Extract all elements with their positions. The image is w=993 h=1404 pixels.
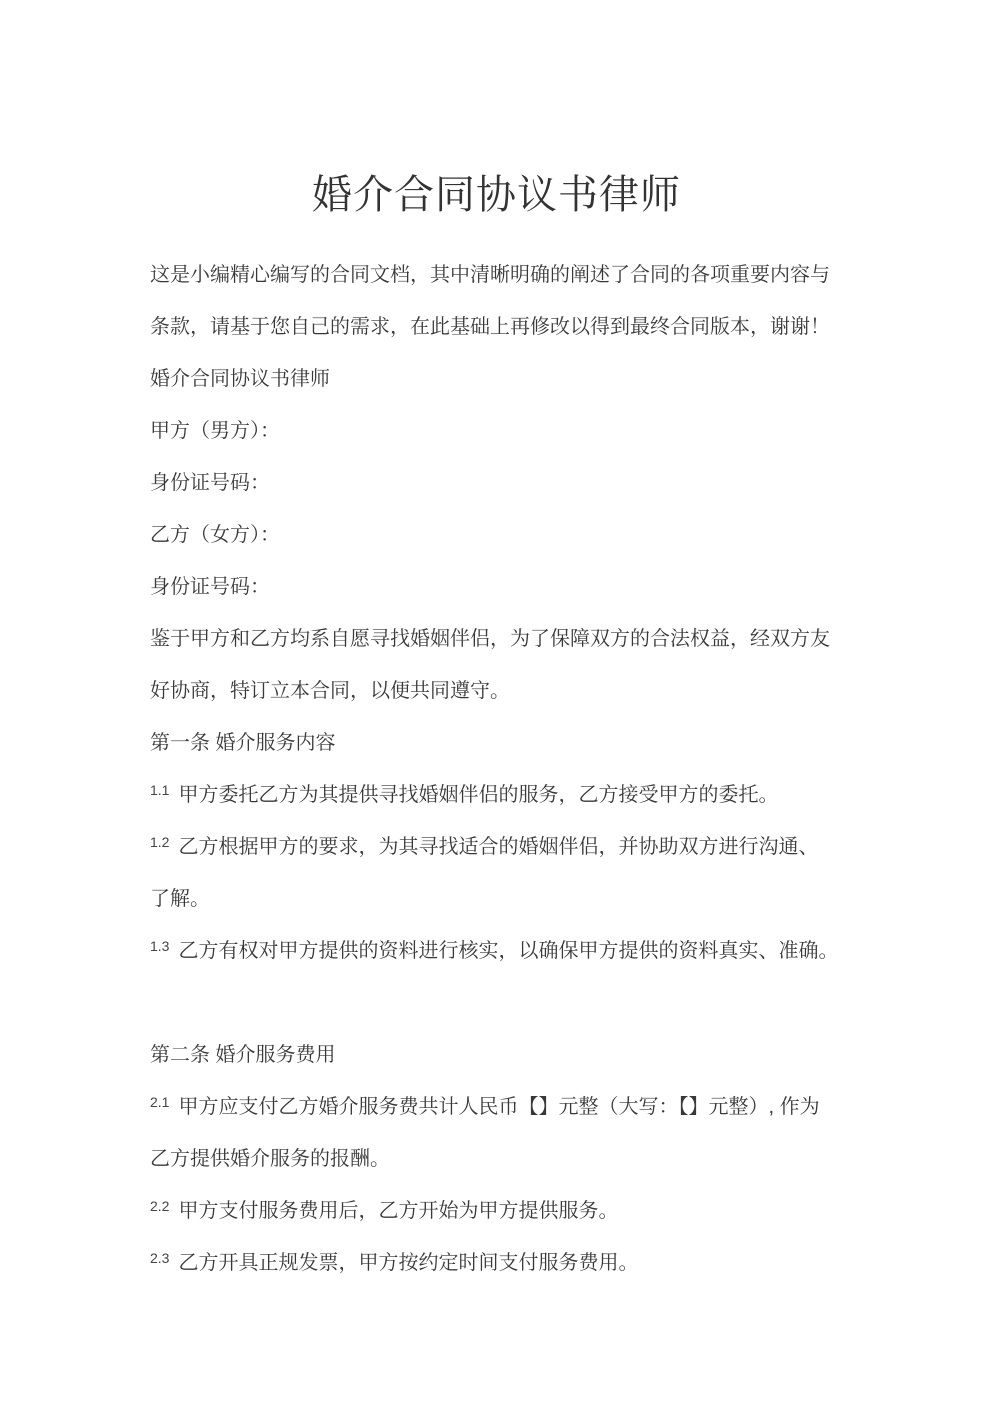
id-number-line (150, 561, 953, 613)
clause-continuation-line (150, 1133, 953, 1185)
preamble-line (150, 665, 953, 717)
line-text: 甲方（男方）： (150, 420, 280, 442)
line-text: 乙方（女方）： (150, 524, 280, 546)
clause-line (150, 1237, 953, 1289)
article-2-heading (150, 1029, 953, 1081)
line-text: 乙方根据甲方的要求，为其寻找适合的婚姻伴侣，并协助双方进行沟通、 (178, 836, 819, 858)
clause-line (150, 769, 953, 821)
line-text: 鉴于甲方和乙方均系自愿寻找婚姻伴侣，为了保障双方的合法权益，经双方友 (150, 628, 830, 650)
blank-line (150, 977, 953, 1029)
clause-continuation-line (150, 873, 953, 925)
document-body (0, 249, 993, 1289)
document-title: 婚介合同协议书律师 (312, 173, 681, 217)
text-line (150, 249, 953, 301)
text-line (150, 301, 953, 353)
article-1-heading (150, 717, 953, 769)
clause-number: 1.2 (150, 834, 170, 850)
line-text: 乙方提供婚介服务的报酬。 (150, 1148, 390, 1170)
clause-number: 1.3 (150, 938, 170, 954)
line-text: 甲方委托乙方为其提供寻找婚姻伴侣的服务，乙方接受甲方的委托。 (178, 784, 779, 806)
line-text: 条款，请基于您自己的需求，在此基础上再修改以得到最终合同版本，谢谢！ (150, 316, 830, 338)
line-text: 第二条 婚介服务费用 (150, 1044, 336, 1066)
clause-number: 2.2 (150, 1198, 170, 1214)
preamble-line (150, 613, 953, 665)
clause-line (150, 925, 953, 977)
line-text: 了解。 (150, 888, 210, 910)
clause-number: 2.3 (150, 1250, 170, 1266)
clause-line (150, 1185, 953, 1237)
line-text: 身份证号码： (150, 576, 270, 598)
line-text: 甲方支付服务费用后，乙方开始为甲方提供服务。 (178, 1200, 619, 1222)
line-text: 甲方应支付乙方婚介服务费共计人民币【】元整（大写：【】元整）, 作为 (178, 1096, 820, 1118)
line-text: 这是小编精心编写的合同文档，其中清晰明确的阐述了合同的各项重要内容与 (150, 264, 830, 286)
line-text: 乙方开具正规发票，甲方按约定时间支付服务费用。 (178, 1252, 639, 1274)
clause-number: 2.1 (150, 1094, 170, 1110)
party-b-line (150, 509, 953, 561)
id-number-line (150, 457, 953, 509)
clause-line (150, 821, 953, 873)
line-text: 乙方有权对甲方提供的资料进行核实，以确保甲方提供的资料真实、准确。 (178, 940, 839, 962)
clause-line (150, 1081, 953, 1133)
party-a-line (150, 405, 953, 457)
line-text: 好协商，特订立本合同，以便共同遵守。 (150, 680, 510, 702)
line-text: 婚介合同协议书律师 (150, 368, 330, 390)
line-text: 第一条 婚介服务内容 (150, 732, 336, 754)
clause-number: 1.1 (150, 782, 170, 798)
line-text: 身份证号码： (150, 472, 270, 494)
document-subtitle-line (150, 353, 953, 405)
